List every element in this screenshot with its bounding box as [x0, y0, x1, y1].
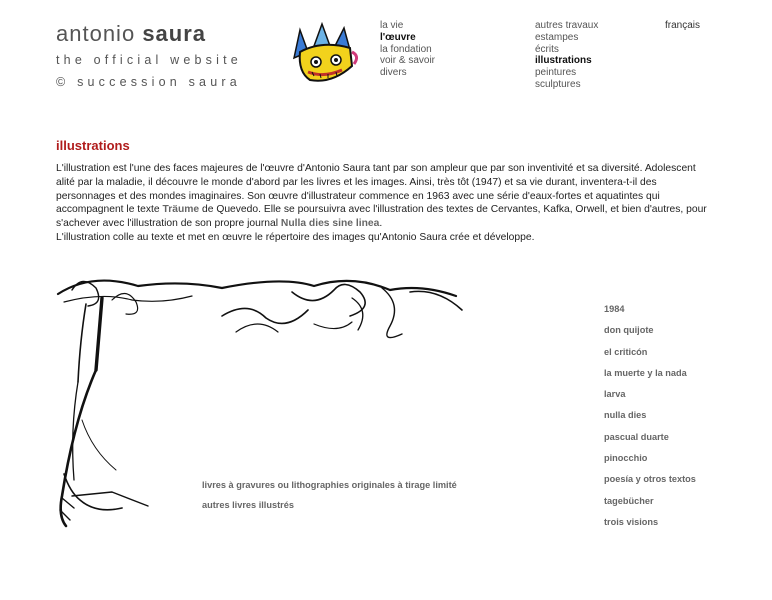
link-autres-livres[interactable]: autres livres illustrés — [202, 500, 294, 510]
nav-sculptures[interactable]: sculptures — [535, 78, 581, 90]
secondary-nav — [535, 20, 598, 91]
site-name-first: antonio — [56, 21, 136, 46]
site-name[interactable] — [56, 22, 242, 46]
page-title: illustrations — [56, 138, 130, 153]
title-1984[interactable]: 1984 — [604, 304, 625, 314]
site-copyright: © succession saura — [56, 75, 241, 89]
site-tagline: the official website — [56, 53, 242, 67]
title-don-quijote[interactable]: don quijote — [604, 325, 654, 336]
link-livres-gravures[interactable]: livres à gravures ou lithographies originales à tirage limité — [202, 480, 457, 490]
book-links — [202, 480, 457, 520]
title-nulla-dies[interactable]: nulla dies — [604, 410, 647, 421]
nav-divers[interactable]: divers — [380, 67, 407, 79]
site-name-last: saura — [142, 21, 207, 46]
intro-part-3: . — [379, 218, 383, 230]
nav-la-fondation[interactable]: la fondation — [380, 43, 432, 55]
title-pascual-duarte[interactable]: pascual duarte — [604, 431, 669, 442]
title-la-muerte-y-la-nada[interactable]: la muerte y la nada — [604, 367, 687, 378]
link-traume[interactable]: Träume — [162, 204, 200, 216]
nav-voir-savoir[interactable]: voir & savoir — [380, 55, 436, 67]
title-tagebucher[interactable]: tagebücher — [604, 495, 654, 506]
title-poesia-y-otros-textos[interactable]: poesía y otros textos — [604, 474, 696, 485]
intro-paragraph — [56, 162, 716, 231]
title-trois-visions[interactable]: trois visions — [604, 516, 659, 527]
nav-la-vie[interactable]: la vie — [380, 20, 404, 31]
intro-part-2: de Quevedo. Elle se poursuivra avec l'illustration des textes de Cervantes, Kafka, Orwell, et bien d'autres, pour s'achever avec l'illustration de son propre journal — [56, 204, 707, 230]
saura-logo-icon[interactable] — [292, 22, 362, 86]
nav-ecrits[interactable]: écrits — [535, 43, 559, 55]
nav-illustrations[interactable]: illustrations — [535, 55, 592, 67]
link-nulla-dies[interactable]: Nulla dies sine linea — [280, 218, 380, 230]
title-larva[interactable]: larva — [604, 389, 626, 400]
site-title[interactable] — [56, 22, 242, 90]
intro-text — [56, 162, 716, 245]
language-switch[interactable]: français — [665, 20, 701, 31]
nav-oeuvre[interactable]: l'œuvre — [380, 31, 416, 43]
primary-nav — [380, 20, 435, 79]
title-pinocchio[interactable]: pinocchio — [604, 453, 648, 464]
intro-part-1: L'illustration est l'une des faces majeures de l'œuvre d'Antonio Saura tant par son ampleur que par son inventivité et sa diversité. Adolescent alité par la maladie, il découvre le monde d'abord par les livres et les images. Ainsi, très tôt (1947) et sa vie durant, inventera-t-il des personnages et des mondes imaginaires. Son œuvre d'illustrateur commence en 1963 avec une série d'eaux-fortes et aquatintes qui accompagnent le texte — [56, 163, 696, 216]
nav-autres-travaux[interactable]: autres travaux — [535, 20, 599, 31]
nav-peintures[interactable]: peintures — [535, 67, 577, 79]
intro-paragraph-2: L'illustration colle au texte et met en œuvre le répertoire des images qu'Antonio Saura crée et développe. — [56, 231, 535, 243]
nav-estampes[interactable]: estampes — [535, 31, 579, 43]
title-el-criticon[interactable]: el criticón — [604, 346, 648, 357]
illustration-titles-list — [604, 304, 696, 538]
